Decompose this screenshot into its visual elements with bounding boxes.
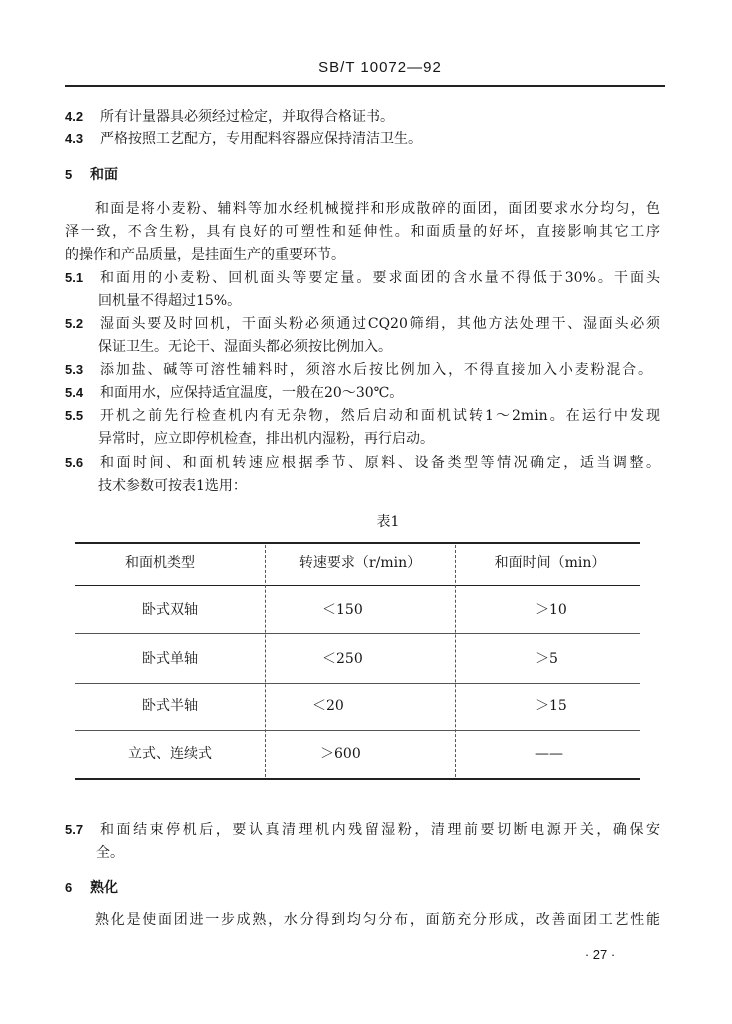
table-row-rule	[75, 683, 640, 684]
clause-number: 5.3	[65, 362, 84, 377]
clause-text: 技术参数可按表1选用：	[98, 478, 247, 494]
table-header-cell: 和面时间（min）	[494, 555, 606, 571]
paragraph-line: 的操作和产品质量，是挂面生产的重要环节。	[65, 247, 345, 263]
section-number: 5	[65, 167, 73, 182]
table-cell-time: ＞10	[535, 602, 567, 618]
paragraph-line: 泽一致，不含生粉，具有良好的可塑性和延伸性。和面质量的好坏，直接影响其它工序	[65, 224, 660, 240]
clause-text: 和面时间、和面机转速应根据季节、原料、设备类型等情况确定，适当调整。	[100, 455, 660, 471]
table-cell-speed: ＜20	[312, 698, 344, 714]
table-cell-speed: ＞600	[320, 746, 361, 762]
clause-text: 所有计量器具必须经过检定，并取得合格证书。	[100, 109, 394, 125]
clause-number: 5.1	[65, 270, 84, 285]
clause-text: 和面用水，应保持适宜温度，一般在20～30℃。	[100, 385, 404, 401]
paragraph-line: 和面是将小麦粉、辅料等加水经机械搅拌和形成散碎的面团，面团要求水分均匀，色	[95, 201, 660, 217]
header-rule	[65, 85, 665, 87]
table-header-rule	[75, 585, 640, 586]
table-row-rule	[75, 730, 640, 731]
table-cell-type: 卧式半轴	[142, 698, 198, 714]
table-header-cell: 和面机类型	[125, 555, 195, 571]
clause-number: 5.2	[65, 316, 84, 331]
clause-number: 5.5	[65, 408, 84, 423]
clause-text: 添加盐、碱等可溶性辅料时，须溶水后按比例加入，不得直接加入小麦粉混合。	[100, 362, 652, 378]
clause-number: 4.3	[65, 131, 84, 146]
clause-text: 全。	[96, 845, 124, 861]
running-header: SB/T 10072—92	[318, 59, 442, 76]
table-bottom-rule	[75, 778, 640, 780]
clause-text: 异常时，应立即停机检查，排出机内湿粉，再行启动。	[98, 431, 434, 447]
clause-text: 和面结束停机后，要认真清理机内残留湿粉，清理前要切断电源开关，确保安	[100, 822, 660, 838]
clause-text: 保证卫生。无论干、湿面头都必须按比例加入。	[98, 339, 392, 355]
table-cell-type: 卧式双轴	[142, 602, 198, 618]
table-header-cell: 转速要求（r/min）	[298, 555, 422, 571]
table-caption: 表1	[376, 514, 400, 530]
table-cell-speed: ＜150	[322, 602, 363, 618]
table-cell-time: ＞5	[535, 651, 558, 667]
section-number: 6	[65, 880, 73, 895]
table-top-rule	[75, 542, 640, 544]
section-title: 和面	[90, 167, 118, 183]
clause-number: 5.4	[65, 385, 84, 400]
clause-number: 4.2	[65, 109, 84, 124]
table-row-rule	[75, 633, 640, 634]
page-number: · 27 ·	[584, 947, 616, 962]
clause-number: 5.6	[65, 455, 84, 470]
clause-text: 开机之前先行检查机内有无杂物，然后启动和面机试转1～2min。在运行中发现	[100, 408, 660, 424]
table-column-divider	[455, 545, 456, 777]
clause-text: 和面用的小麦粉、回机面头等要定量。要求面团的含水量不得低于30%。干面头	[100, 270, 660, 286]
clause-text: 严格按照工艺配方，专用配料容器应保持清洁卫生。	[100, 131, 422, 147]
table-cell-type: 卧式单轴	[142, 651, 198, 667]
section-title: 熟化	[90, 880, 118, 896]
clause-text: 湿面头要及时回机，干面头粉必须通过CQ20筛绢，其他方法处理干、湿面头必须	[100, 316, 660, 332]
table-cell-type: 立式、连续式	[128, 746, 212, 762]
table-cell-time: ——	[535, 746, 563, 762]
clause-number: 5.7	[65, 822, 84, 837]
table-cell-speed: ＜250	[322, 651, 363, 667]
table-cell-time: ＞15	[535, 698, 567, 714]
paragraph-line: 熟化是使面团进一步成熟，水分得到均匀分布，面筋充分形成，改善面团工艺性能	[95, 912, 660, 928]
table-column-divider	[265, 545, 266, 777]
clause-text: 回机量不得超过15%。	[98, 293, 242, 309]
